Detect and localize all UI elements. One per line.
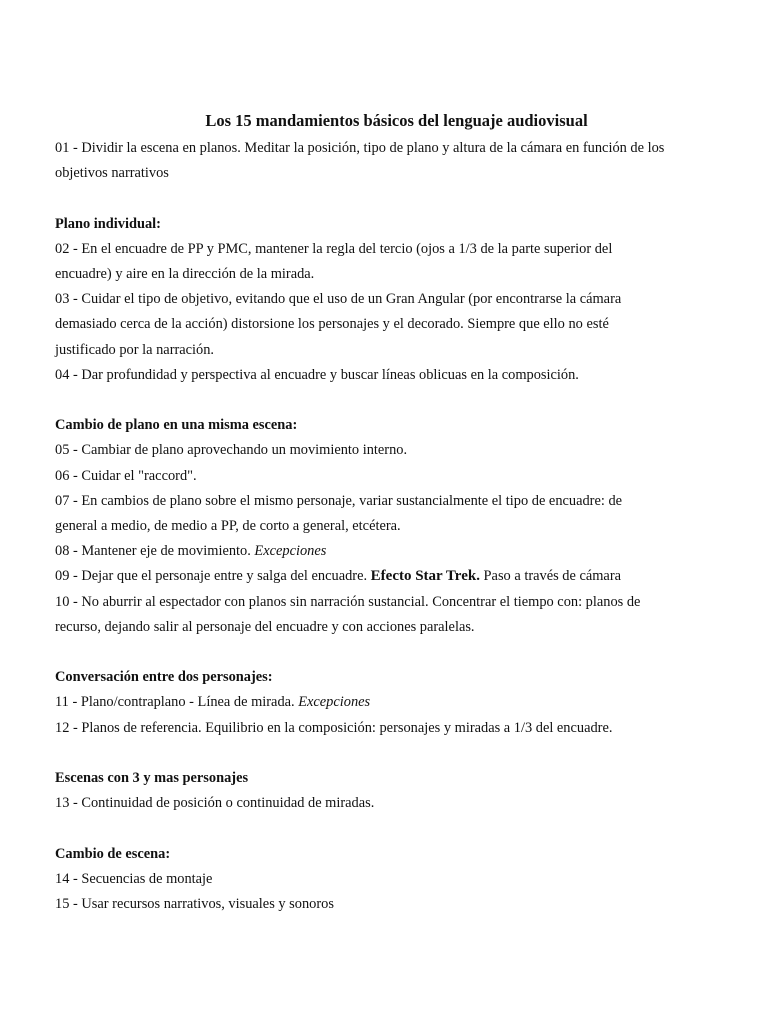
item-09-rest: Paso a través de cámara	[479, 568, 621, 585]
item-06: 06 - Cuidar el "raccord".	[55, 467, 197, 484]
item-09-bold-term: Efecto Star Trek.	[370, 568, 480, 585]
item-14: 14 - Secuencias de montaje	[55, 870, 213, 887]
section-heading-plano-individual: Plano individual:	[55, 215, 161, 232]
item-07-line-2: general a medio, de medio a PP, de corto a general, etcétera.	[55, 518, 401, 535]
section-heading-cambio-plano: Cambio de plano en una misma escena:	[55, 417, 298, 434]
item-03-line-3: justificado por la narración.	[55, 341, 215, 358]
item-03-line-2: demasiado cerca de la acción) distorsione los personajes y el decorado. Siempre que ello no esté	[55, 316, 609, 333]
item-10-line-2: recurso, dejando salir al personaje del encuadre y con acciones paralelas.	[55, 618, 475, 635]
document-title: Los 15 mandamientos básicos del lenguaje audiovisual	[205, 111, 588, 130]
item-05: 05 - Cambiar de plano aprovechando un movimiento interno.	[55, 442, 408, 459]
spacer	[55, 640, 728, 665]
item-02-line-2: encuadre) y aire en la dirección de la mirada.	[55, 266, 315, 282]
section-heading-cambio-escena: Cambio de escena:	[55, 845, 171, 862]
item-11-text: 11 - Plano/contraplano - Línea de mirada.	[55, 694, 299, 711]
item-09	[55, 564, 728, 589]
item-07-line-1: 07 - En cambios de plano sobre el mismo personaje, variar sustancialmente el tipo de encuadre: de	[55, 492, 623, 509]
item-09-text: 09 - Dejar que el personaje entre y salga del encuadre.	[55, 568, 371, 585]
item-10-line-1: 10 - No aburrir al espectador con planos sin narración sustancial. Concentrar el tiempo con: planos de	[55, 593, 641, 610]
item-15: 15 - Usar recursos narrativos, visuales y sonoros	[55, 896, 334, 913]
spacer	[55, 388, 728, 413]
spacer	[55, 741, 728, 766]
item-11	[55, 690, 728, 715]
item-13: 13 - Continuidad de posición o continuidad de miradas.	[55, 795, 375, 812]
spacer	[55, 816, 728, 841]
item-02-line-1: 02 - En el encuadre de PP y PMC, mantener la regla del tercio (ojos a 1/3 de la parte superior del	[55, 240, 613, 257]
item-08-text: 08 - Mantener eje de movimiento.	[55, 543, 255, 560]
item-12: 12 - Planos de referencia. Equilibrio en la composición: personajes y miradas a 1/3 del encuadre.	[55, 719, 613, 736]
item-01-line-2: objetivos narrativos	[55, 165, 169, 182]
spacer	[55, 186, 728, 211]
item-04: 04 - Dar profundidad y perspectiva al encuadre y buscar líneas oblicuas en la composición.	[55, 366, 579, 383]
section-heading-escenas-3: Escenas con 3 y mas personajes	[55, 770, 249, 787]
item-08	[55, 539, 728, 564]
item-08-exceptions: Excepciones	[254, 543, 327, 560]
item-11-exceptions: Excepciones	[298, 694, 371, 711]
section-heading-conversacion: Conversación entre dos personajes:	[55, 669, 273, 686]
item-03-line-1: 03 - Cuidar el tipo de objetivo, evitando que el uso de un Gran Angular (por encontrarse la cámara	[55, 291, 622, 308]
item-01-line-1: 01 - Dividir la escena en planos. Meditar la posición, tipo de plano y altura de la cámara en función de los	[55, 140, 665, 156]
